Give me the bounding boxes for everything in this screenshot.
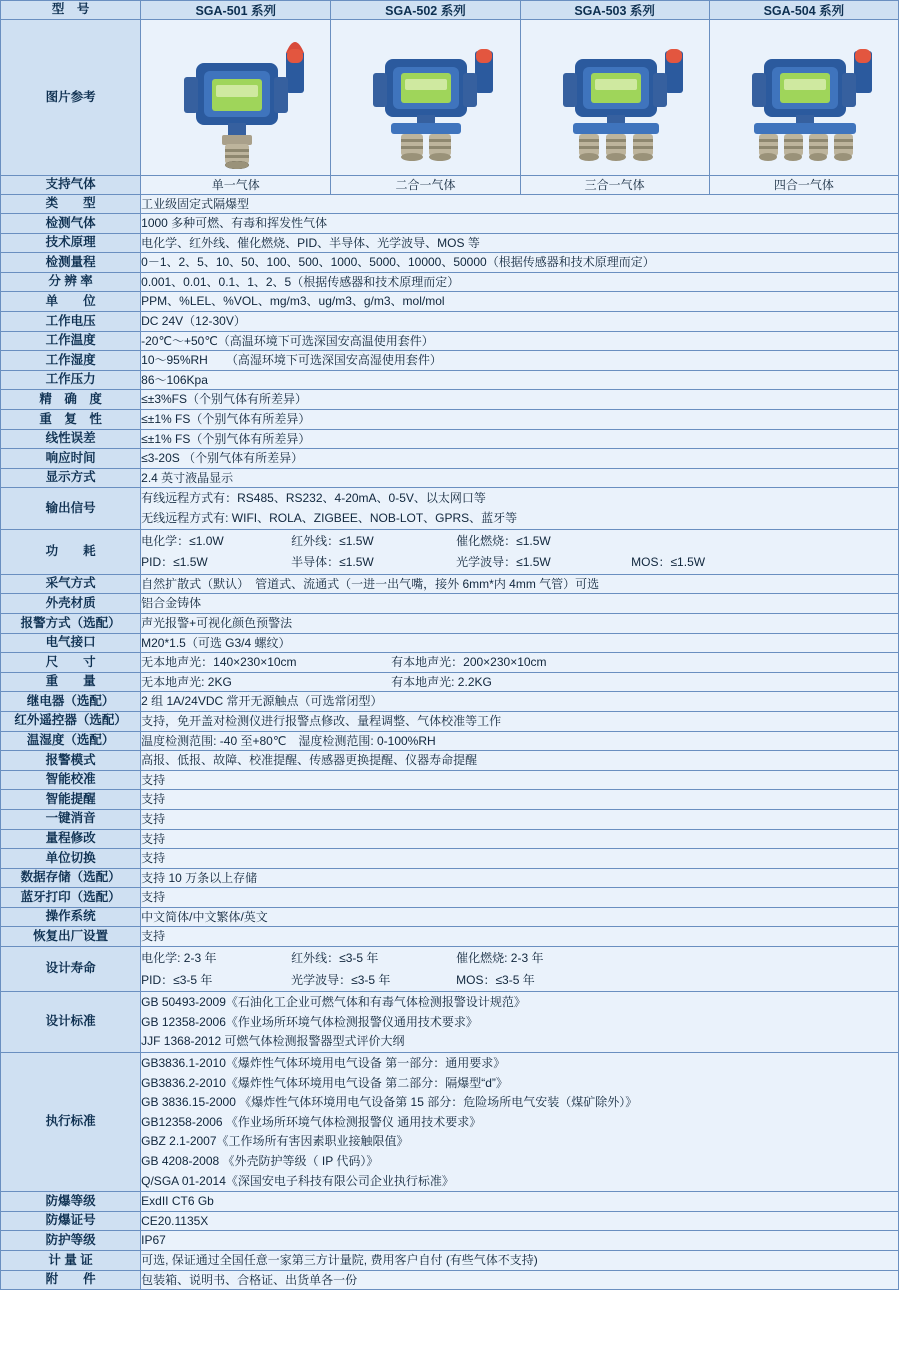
supported-gas-4: 四合一气体 [709, 176, 898, 195]
row-label: 操作系统 [1, 907, 141, 927]
row-label: 响应时间 [1, 449, 141, 469]
table-row [1, 1211, 899, 1231]
row-label: 分 辨 率 [1, 272, 141, 292]
table-row [1, 849, 899, 869]
table-row [1, 233, 899, 253]
table-row [1, 751, 899, 771]
table-row [1, 927, 899, 947]
row-value: IP67 [141, 1231, 899, 1251]
power-line-2 [141, 552, 898, 573]
output-signal-wireless: 无线远程方式有: WIFI、ROLA、ZIGBEE、NOB-LOT、GPRS、蓝牙等 [141, 511, 518, 525]
table-row [1, 331, 899, 351]
row-value: 86～106Kpa [141, 370, 899, 390]
design-standard-line: JJF 1368-2012 可燃气体检测报警器型式评价大纲 [141, 1034, 405, 1049]
row-label: 防爆等级 [1, 1192, 141, 1212]
row-label: 工作温度 [1, 331, 141, 351]
table-row [1, 390, 899, 410]
table-row [1, 272, 899, 292]
row-label: 外壳材质 [1, 594, 141, 614]
life-infrared: 红外线：≤3-5 年 [291, 951, 379, 966]
table-row [1, 888, 899, 908]
table-row-supported-gas [1, 176, 899, 195]
row-value: 支持 [141, 888, 899, 908]
power-optical-waveguide: 光学波导：≤1.5W [456, 555, 551, 570]
table-row [1, 731, 899, 751]
row-label: 电气接口 [1, 633, 141, 653]
supported-gas-1: 单一气体 [141, 176, 331, 195]
table-row [1, 809, 899, 829]
row-label-image-reference: 图片参考 [1, 20, 141, 176]
row-label: 计 量 证 [1, 1250, 141, 1270]
model-header-1: SGA-501 系列 [141, 1, 331, 20]
execution-standard-line: GBZ 2.1-2007《工作场所有害因素职业接触限值》 [141, 1134, 409, 1149]
size-without-sounder: 无本地声光：140×230×10cm [141, 655, 297, 670]
table-row-model-header [1, 1, 899, 20]
design-standard-line: GB 50493-2009《石油化工企业可燃气体和有毒气体检测报警设计规范》 [141, 995, 526, 1010]
power-semiconductor: 半导体：≤1.5W [291, 555, 374, 570]
table-row [1, 633, 899, 653]
row-label: 线性误差 [1, 429, 141, 449]
weight-without-sounder: 无本地声光: 2KG [141, 674, 232, 689]
row-value-output-signal [141, 488, 899, 529]
row-value: 支持 [141, 829, 899, 849]
model-header-3: SGA-503 系列 [520, 1, 709, 20]
row-label: 重 复 性 [1, 410, 141, 430]
row-value: 支持 [141, 849, 899, 869]
table-row [1, 613, 899, 633]
row-label: 工作电压 [1, 312, 141, 332]
row-value: 电化学、红外线、催化燃烧、PID、半导体、光学波导、MOS 等 [141, 233, 899, 253]
row-label: 显示方式 [1, 468, 141, 488]
row-label: 工作湿度 [1, 351, 141, 371]
gas-detector-1-probe-icon [141, 23, 330, 173]
table-row [1, 253, 899, 273]
row-value: ≤±1% FS（个别气体有所差异） [141, 429, 899, 449]
row-value: -20℃～+50℃（高温环境下可选深国安高温使用套件） [141, 331, 899, 351]
row-label: 精 确 度 [1, 390, 141, 410]
row-label: 智能提醒 [1, 790, 141, 810]
row-value: 声光报警+可视化颜色预警法 [141, 613, 899, 633]
life-electrochemical: 电化学: 2-3 年 [141, 951, 217, 966]
power-electrochemical: 电化学：≤1.0W [141, 533, 224, 548]
row-value: 支持 [141, 790, 899, 810]
row-label: 采气方式 [1, 574, 141, 594]
row-value: 支持，免开盖对检测仪进行报警点修改、量程调整、气体校准等工作 [141, 711, 899, 731]
row-value: 工业级固定式隔爆型 [141, 194, 899, 214]
row-value: 1000 多种可燃、有毒和挥发性气体 [141, 214, 899, 234]
design-life-line-1 [141, 948, 898, 969]
row-label: 防爆证号 [1, 1211, 141, 1231]
power-mos: MOS：≤1.5W [631, 555, 706, 570]
table-row [1, 194, 899, 214]
row-label: 蓝牙打印（选配） [1, 888, 141, 908]
table-row [1, 351, 899, 371]
row-label: 类 型 [1, 194, 141, 214]
row-label: 报警方式（选配） [1, 613, 141, 633]
table-row-design-life [1, 947, 899, 992]
row-value: ExdII CT6 Gb [141, 1192, 899, 1212]
row-value-design-life [141, 947, 899, 992]
table-row-output-signal [1, 488, 899, 529]
power-pid: PID：≤1.5W [141, 555, 208, 570]
gas-detector-3-probe-icon [521, 23, 709, 173]
table-row-design-standard [1, 992, 899, 1053]
table-row [1, 711, 899, 731]
row-label: 工作压力 [1, 370, 141, 390]
table-row [1, 907, 899, 927]
row-value: DC 24V（12-30V） [141, 312, 899, 332]
power-catalytic: 催化燃烧：≤1.5W [456, 533, 551, 548]
row-label: 温湿度（选配） [1, 731, 141, 751]
gas-detector-4-probe-icon [710, 23, 898, 173]
life-optical-waveguide: 光学波导：≤3-5 年 [291, 972, 391, 987]
table-row [1, 1270, 899, 1290]
row-value: PPM、%LEL、%VOL、mg/m3、ug/m3、g/m3、mol/mol [141, 292, 899, 312]
gas-detector-2-probe-icon [331, 23, 519, 173]
row-value: 温度检测范围: -40 至+80℃ 湿度检测范围: 0-100%RH [141, 731, 899, 751]
row-value-size [141, 653, 899, 673]
row-value-power [141, 529, 899, 574]
row-label-model: 型 号 [1, 1, 141, 20]
row-value: 10～95%RH （高湿环境下可选深国安高湿使用套件） [141, 351, 899, 371]
table-row-power [1, 529, 899, 574]
row-label: 一键消音 [1, 809, 141, 829]
row-value: 高报、低报、故障、校准提醒、传感器更换提醒、仪器寿命提醒 [141, 751, 899, 771]
life-catalytic: 催化燃烧: 2-3 年 [456, 951, 544, 966]
supported-gas-2: 二合一气体 [331, 176, 520, 195]
supported-gas-3: 三合一气体 [520, 176, 709, 195]
table-row [1, 449, 899, 469]
row-value-design-standard [141, 992, 899, 1053]
row-value: ≤3-20S （个别气体有所差异） [141, 449, 899, 469]
row-value-weight [141, 672, 899, 692]
row-value: 支持 [141, 927, 899, 947]
table-row-execution-standard [1, 1053, 899, 1192]
row-label: 恢复出厂设置 [1, 927, 141, 947]
table-row [1, 292, 899, 312]
table-row [1, 312, 899, 332]
row-value: 支持 [141, 809, 899, 829]
model-header-2: SGA-502 系列 [331, 1, 520, 20]
table-row [1, 770, 899, 790]
size-with-sounder: 有本地声光：200×230×10cm [391, 655, 547, 670]
row-value: 中文简体/中文繁体/英文 [141, 907, 899, 927]
row-value: 0.001、0.01、0.1、1、2、5（根据传感器和技术原理而定） [141, 272, 899, 292]
row-label-supported-gas: 支持气体 [1, 176, 141, 195]
row-label: 红外遥控器（选配） [1, 711, 141, 731]
table-row [1, 1231, 899, 1251]
product-image-cell-3 [520, 20, 709, 176]
row-value: 支持 10 万条以上存储 [141, 868, 899, 888]
table-row [1, 692, 899, 712]
power-infrared: 红外线：≤1.5W [291, 533, 374, 548]
table-row [1, 790, 899, 810]
row-label: 附 件 [1, 1270, 141, 1290]
row-value: 自然扩散式（默认） 管道式、流通式（一进一出气嘴，接外 6mm*内 4mm 气管）可选 [141, 574, 899, 594]
design-life-line-2 [141, 970, 898, 991]
execution-standard-line: Q/SGA 01-2014《深国安电子科技有限公司企业执行标准》 [141, 1173, 454, 1188]
row-value: 2 组 1A/24VDC 常开无源触点（可选常闭型） [141, 692, 899, 712]
row-value: M20*1.5（可选 G3/4 螺纹） [141, 633, 899, 653]
row-label: 技术原理 [1, 233, 141, 253]
table-row [1, 868, 899, 888]
life-mos: MOS：≤3-5 年 [456, 972, 535, 987]
row-label-execution-standard: 执行标准 [1, 1053, 141, 1192]
row-label-power: 功 耗 [1, 529, 141, 574]
table-row [1, 594, 899, 614]
table-row [1, 468, 899, 488]
table-row-images [1, 20, 899, 176]
row-value: 支持 [141, 770, 899, 790]
table-row [1, 574, 899, 594]
table-row [1, 370, 899, 390]
row-value: 铝合金铸体 [141, 594, 899, 614]
row-label: 数据存储（选配） [1, 868, 141, 888]
table-row [1, 1192, 899, 1212]
weight-with-sounder: 有本地声光: 2.2KG [391, 674, 492, 689]
model-header-4: SGA-504 系列 [709, 1, 898, 20]
table-row [1, 214, 899, 234]
execution-standard-line: GB12358-2006 《作业场所环境气体检测报警仪 通用技术要求》 [141, 1114, 482, 1129]
design-standard-line: GB 12358-2006《作业场所环境气体检测报警仪通用技术要求》 [141, 1014, 478, 1029]
table-row [1, 410, 899, 430]
execution-standard-line: GB 3836.15-2000 《爆炸性气体环境用电气设备第 15 部分：危险场所电气安装（煤矿除外）》 [141, 1095, 638, 1110]
row-value: 2.4 英寸液晶显示 [141, 468, 899, 488]
power-line-1 [141, 531, 898, 552]
table-row [1, 1250, 899, 1270]
life-pid: PID：≤3-5 年 [141, 972, 213, 987]
row-label-design-life: 设计寿命 [1, 947, 141, 992]
product-image-cell-4 [709, 20, 898, 176]
row-label-size: 尺 寸 [1, 653, 141, 673]
table-row-size [1, 653, 899, 673]
row-value-execution-standard [141, 1053, 899, 1192]
product-image-cell-1 [141, 20, 331, 176]
table-row [1, 429, 899, 449]
output-signal-wired: 有线远程方式有：RS485、RS232、4-20mA、0-5V、以太网口等 [141, 491, 486, 506]
row-label-output-signal: 输出信号 [1, 488, 141, 529]
row-label-design-standard: 设计标准 [1, 992, 141, 1053]
row-label: 单位切换 [1, 849, 141, 869]
row-value: 0－1、2、5、10、50、100、500、1000、5000、10000、50000（根据传感器和技术原理而定） [141, 253, 899, 273]
row-label-weight: 重 量 [1, 672, 141, 692]
row-label: 智能校准 [1, 770, 141, 790]
row-label: 报警模式 [1, 751, 141, 771]
execution-standard-line: GB3836.2-2010《爆炸性气体环境用电气设备 第二部分：隔爆型“d”》 [141, 1075, 508, 1090]
row-label: 继电器（选配） [1, 692, 141, 712]
execution-standard-line: GB 4208-2008 《外壳防护等级（ IP 代码）》 [141, 1154, 379, 1168]
table-row-weight [1, 672, 899, 692]
row-label: 防护等级 [1, 1231, 141, 1251]
row-value: CE20.1135X [141, 1211, 899, 1231]
row-value: 包装箱、说明书、合格证、出货单各一份 [141, 1270, 899, 1290]
row-value: ≤±1% FS（个别气体有所差异） [141, 410, 899, 430]
table-row [1, 829, 899, 849]
row-value: 可选, 保证通过全国任意一家第三方计量院, 费用客户自付 (有些气体不支持) [141, 1250, 899, 1270]
row-label: 检测量程 [1, 253, 141, 273]
product-image-cell-2 [331, 20, 520, 176]
execution-standard-line: GB3836.1-2010《爆炸性气体环境用电气设备 第一部分：通用要求》 [141, 1056, 506, 1071]
row-value: ≤±3%FS（个别气体有所差异） [141, 390, 899, 410]
row-label: 检测气体 [1, 214, 141, 234]
row-label: 量程修改 [1, 829, 141, 849]
row-label: 单 位 [1, 292, 141, 312]
